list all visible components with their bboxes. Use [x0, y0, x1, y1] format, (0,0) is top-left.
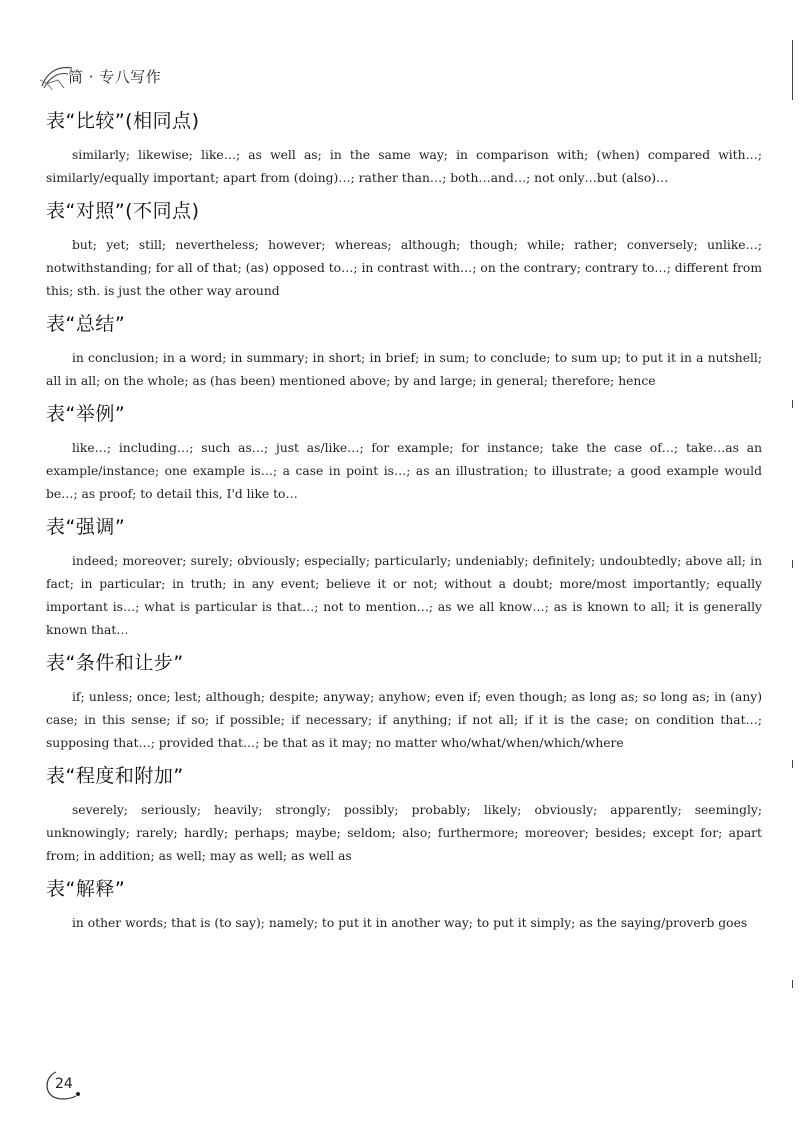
section-body: similarly; likewise; like…; as well as; in the same way; in comparison with; (when) compared with…; similarly/equally important; apart from (doing)…; rather than…; both…and…; not only…but (also)… — [46, 148, 762, 185]
page-header — [38, 62, 238, 92]
page-number: 24 — [55, 1076, 73, 1092]
section-title: 表“举例” — [46, 403, 126, 425]
section-title: 表“解释” — [46, 878, 126, 900]
section-comparison — [46, 108, 762, 190]
main-content — [46, 108, 762, 943]
header-title: 简 · 专八写作 — [68, 68, 162, 86]
section-degree-addition — [46, 763, 762, 868]
section-body: in other words; that is (to say); namely; to put it in another way; to put it simply; as the saying/proverb goes — [72, 916, 748, 930]
section-condition-concession — [46, 650, 762, 755]
section-title: 表“对照”(不同点) — [46, 200, 200, 222]
section-body: indeed; moreover; surely; obviously; especially; particularly; undeniably; definitely; undoubtedly; above all; in fact; in particular; in truth; in any event; believe it or not; without a doubt; more/most importantly; equally important is…; what is particular is that…; not to mention…; as we all know…; as is known to all; it is generally known that… — [46, 554, 762, 637]
scan-edge-mark — [792, 400, 793, 408]
section-body: but; yet; still; nevertheless; however; whereas; although; though; while; rather; conversely; unlike…; notwithstanding; for all of that; (as) opposed to…; in contrast with…; on the contrary; contrary to…; different from this; sth. is just the other way around — [46, 238, 762, 298]
section-title: 表“程度和附加” — [46, 765, 184, 787]
section-contrast — [46, 198, 762, 303]
scan-edge-mark — [792, 760, 793, 768]
section-examples — [46, 401, 762, 506]
section-body: like…; including…; such as…; just as/like…; for example; for instance; take the case of…; take…as an example/instance; one example is…; a case in point is…; as an illustration; to illustrate; a good example would be…; as proof; to detail this, I'd like to… — [46, 441, 762, 501]
scan-edge-mark — [792, 560, 793, 568]
section-summary — [46, 311, 762, 393]
section-explanation — [46, 876, 762, 935]
section-body: in conclusion; in a word; in summary; in short; in brief; in sum; to conclude; to sum up; to put it in a nutshell; all in all; on the whole; as (has been) mentioned above; by and large; in general; therefore; hence — [46, 351, 762, 388]
scan-edge-mark — [792, 40, 793, 100]
section-body: severely; seriously; heavily; strongly; possibly; probably; likely; obviously; apparently; seemingly; unknowingly; rarely; hardly; perhaps; maybe; seldom; also; furthermore; moreover; besides; except for; apart from; in addition; as well; may as well; as well as — [46, 803, 762, 863]
scan-edge-mark — [792, 980, 793, 988]
section-body: if; unless; once; lest; although; despite; anyway; anyhow; even if; even though; as long as; so long as; in (any) case; in this sense; if so; if possible; if necessary; if anything; if not all; if it is the case; on condition that…; supposing that…; provided that…; be that as it may; no matter who/what/when/which/where — [46, 690, 762, 750]
section-title: 表“总结” — [46, 313, 126, 335]
section-title: 表“强调” — [46, 516, 126, 538]
section-emphasis — [46, 514, 762, 642]
page-number-badge — [42, 1068, 86, 1102]
section-title: 表“比较”(相同点) — [46, 110, 200, 132]
section-title: 表“条件和让步” — [46, 652, 184, 674]
